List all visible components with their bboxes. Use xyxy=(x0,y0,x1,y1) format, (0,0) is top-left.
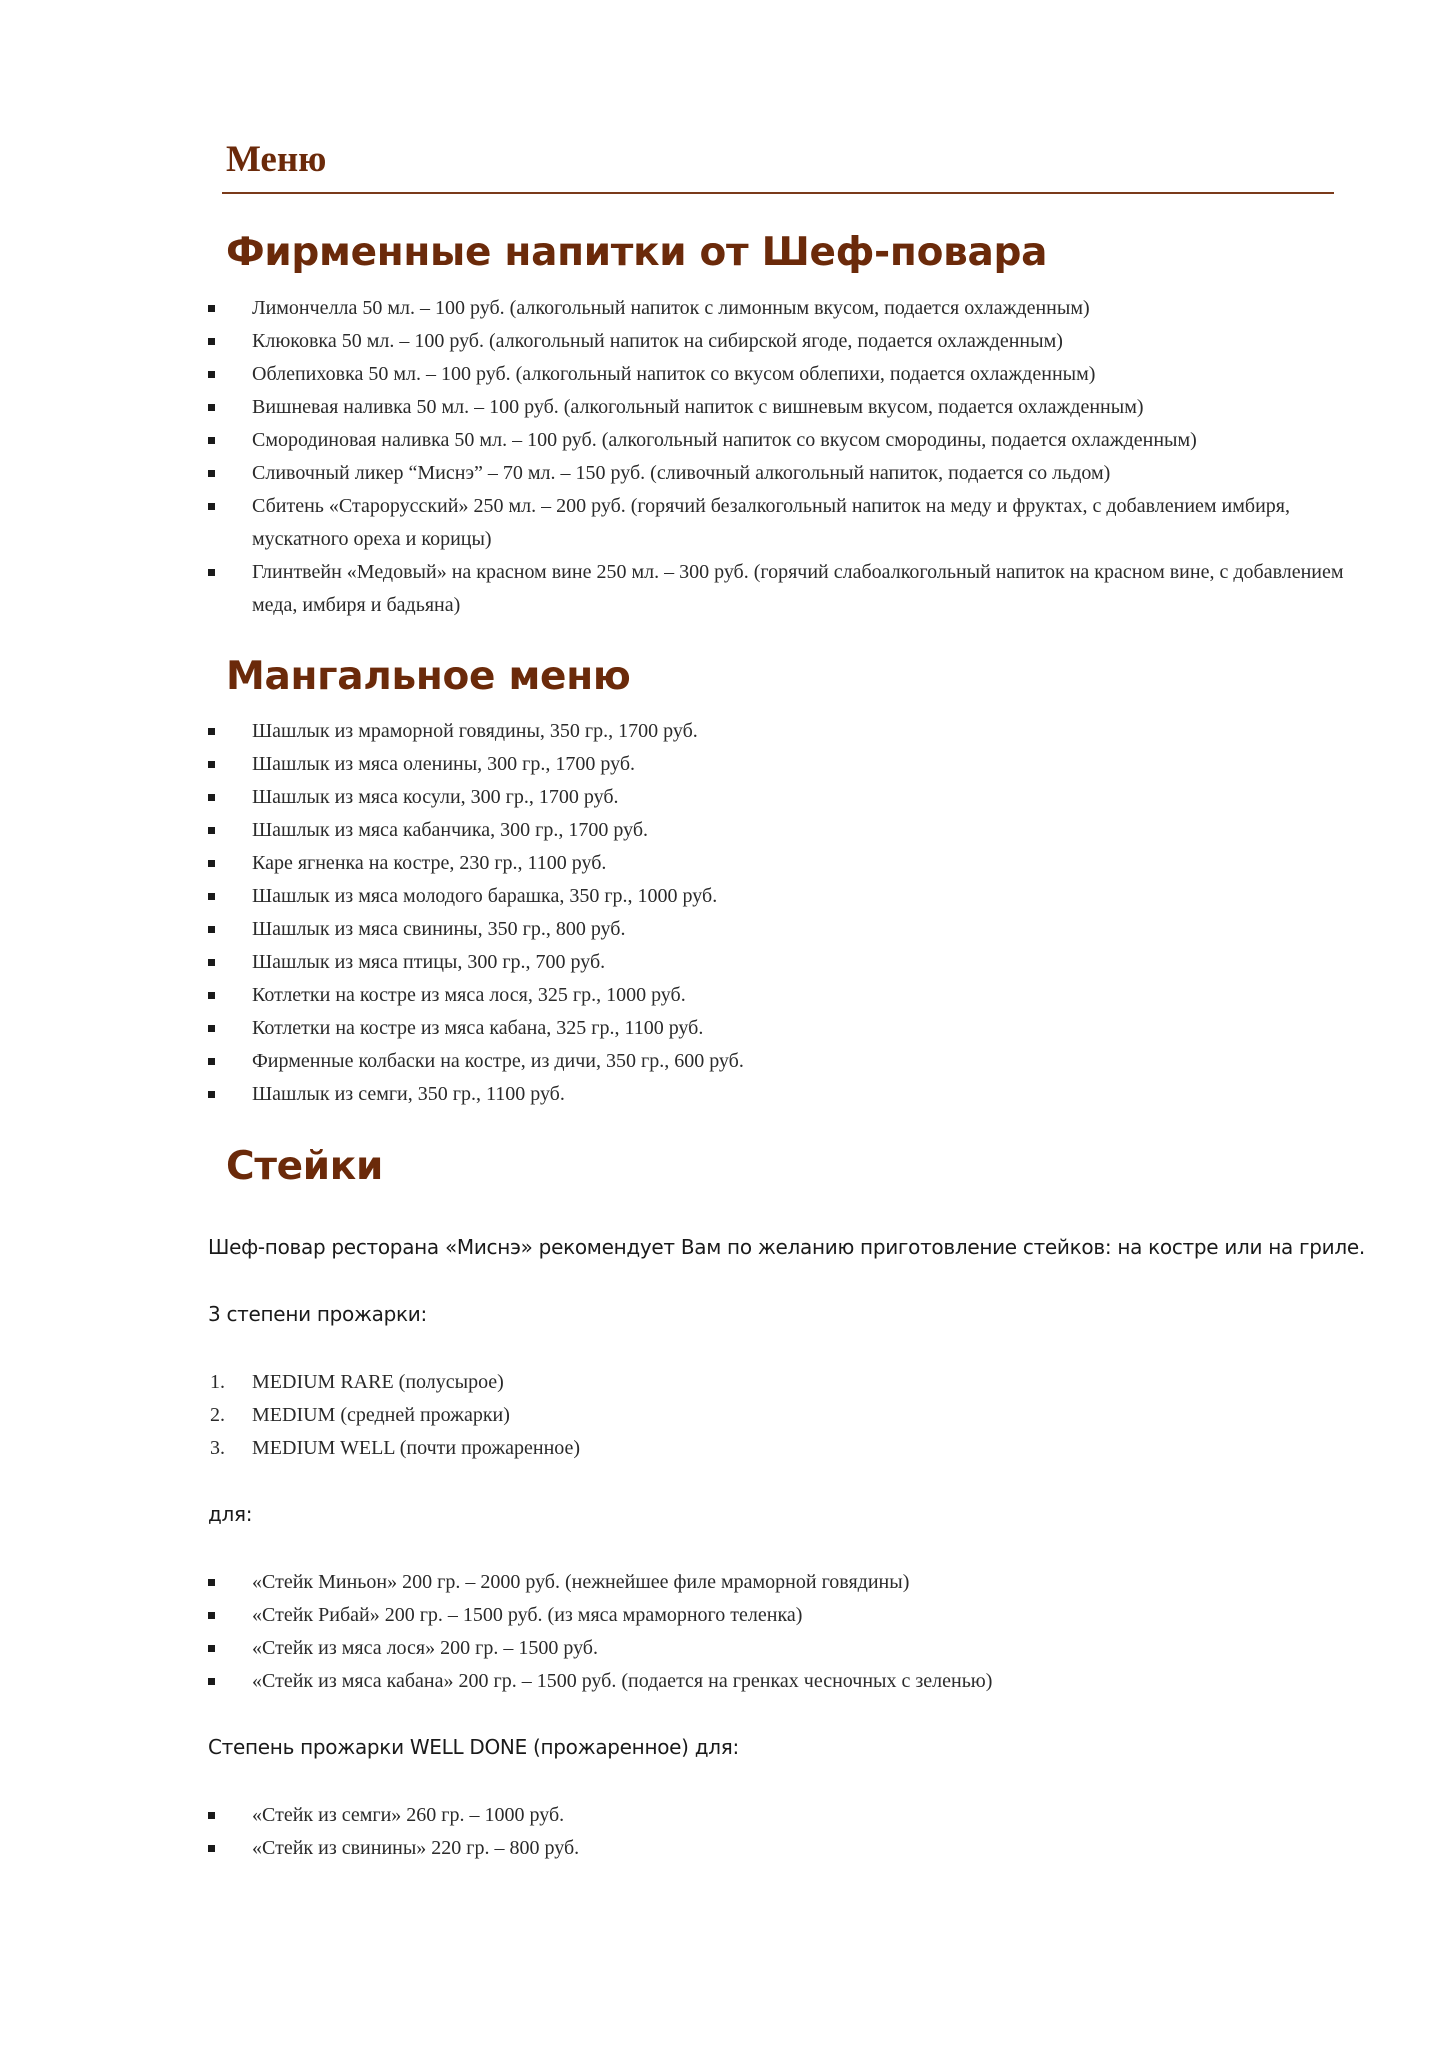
bullet-icon xyxy=(208,728,215,735)
list-item: «Стейк из мяса лося» 200 гр. – 1500 руб. xyxy=(0,1632,1362,1665)
list-item: Котлетки на костре из мяса лося, 325 гр., 1000 руб. xyxy=(0,979,1362,1012)
bullet-icon xyxy=(208,893,215,900)
steaks-intro: Шеф-повар ресторана «Миснэ» рекомендует Вам по желанию приготовление стейков: на костре или на гриле. xyxy=(208,1235,1365,1259)
list-item: Глинтвейн «Медовый» на красном вине 250 мл. – 300 руб. (горячий слабоалкогольный напиток на красном вине, с добавлением меда, имбиря и бадьяна) xyxy=(0,556,1362,622)
list-item: Шашлык из мраморной говядины, 350 гр., 1700 руб. xyxy=(0,715,1362,748)
bullet-icon xyxy=(208,860,215,867)
list-item: «Стейк Миньон» 200 гр. – 2000 руб. (нежнейшее филе мраморной говядины) xyxy=(0,1566,1362,1599)
list-item: «Стейк из свинины» 220 гр. – 800 руб. xyxy=(0,1832,1362,1865)
bullet-icon xyxy=(208,1678,215,1685)
bullet-icon xyxy=(208,1612,215,1619)
list-item: Шашлык из мяса кабанчика, 300 гр., 1700 руб. xyxy=(0,814,1362,847)
list-item: Сбитень «Старорусский» 250 мл. – 200 руб. (горячий безалкогольный напиток на меду и фруктах, с добавлением имбиря, мускатного ореха и корицы) xyxy=(0,490,1362,556)
list-item: «Стейк из семги» 260 гр. – 1000 руб. xyxy=(0,1799,1362,1832)
bullet-icon xyxy=(208,437,215,444)
list-item: Вишневая наливка 50 мл. – 100 руб. (алкогольный напиток с вишневым вкусом, подается охлажденным) xyxy=(0,391,1362,424)
bullet-icon xyxy=(208,827,215,834)
grill-heading: Мангальное меню xyxy=(226,654,631,699)
steaks-list xyxy=(0,1566,1362,1698)
list-item: 2. MEDIUM (средней прожарки) xyxy=(210,1404,510,1426)
bullet-icon xyxy=(208,503,215,510)
bullet-icon xyxy=(208,1091,215,1098)
bullet-icon xyxy=(208,959,215,966)
title-divider xyxy=(222,192,1334,194)
bullet-icon xyxy=(208,1645,215,1652)
page-title: Меню xyxy=(226,139,327,180)
bullet-icon xyxy=(208,404,215,411)
for-label: для: xyxy=(208,1502,253,1526)
list-item: Сливочный ликер “Миснэ” – 70 мл. – 150 руб. (сливочный алкогольный напиток, подается со льдом) xyxy=(0,457,1362,490)
bullet-icon xyxy=(208,569,215,576)
bullet-icon xyxy=(208,1025,215,1032)
bullet-icon xyxy=(208,470,215,477)
list-item: 1. MEDIUM RARE (полусырое) xyxy=(210,1371,504,1393)
steaks-heading: Стейки xyxy=(226,1144,383,1189)
bullet-icon xyxy=(208,992,215,999)
bullet-icon xyxy=(208,761,215,768)
list-item: Шашлык из мяса молодого барашка, 350 гр., 1000 руб. xyxy=(0,880,1362,913)
degrees-label: 3 степени прожарки: xyxy=(208,1302,427,1326)
list-item: Лимончелла 50 мл. – 100 руб. (алкогольный напиток с лимонным вкусом, подается охлажденным) xyxy=(0,292,1362,325)
list-item: Фирменные колбаски на костре, из дичи, 350 гр., 600 руб. xyxy=(0,1045,1362,1078)
drinks-list xyxy=(0,292,1362,622)
list-item: Смородиновая наливка 50 мл. – 100 руб. (алкогольный напиток со вкусом смородины, подается охлажденным) xyxy=(0,424,1362,457)
bullet-icon xyxy=(208,1579,215,1586)
degrees-list xyxy=(0,1366,1362,1465)
list-item: Шашлык из мяса оленины, 300 гр., 1700 руб. xyxy=(0,748,1362,781)
bullet-icon xyxy=(208,794,215,801)
bullet-icon xyxy=(208,371,215,378)
bullet-icon xyxy=(208,1845,215,1852)
list-item: «Стейк из мяса кабана» 200 гр. – 1500 руб. (подается на гренках чесночных с зеленью) xyxy=(0,1665,1362,1698)
well-done-label: Степень прожарки WELL DONE (прожаренное) для: xyxy=(208,1735,739,1759)
drinks-heading: Фирменные напитки от Шеф-повара xyxy=(226,230,1048,275)
bullet-icon xyxy=(208,305,215,312)
list-item: «Стейк Рибай» 200 гр. – 1500 руб. (из мяса мраморного теленка) xyxy=(0,1599,1362,1632)
list-item: Клюковка 50 мл. – 100 руб. (алкогольный напиток на сибирской ягоде, подается охлажденным) xyxy=(0,325,1362,358)
list-item: Котлетки на костре из мяса кабана, 325 гр., 1100 руб. xyxy=(0,1012,1362,1045)
list-item: Шашлык из семги, 350 гр., 1100 руб. xyxy=(0,1078,1362,1111)
list-item: Шашлык из мяса птицы, 300 гр., 700 руб. xyxy=(0,946,1362,979)
list-item: Шашлык из мяса свинины, 350 гр., 800 руб. xyxy=(0,913,1362,946)
bullet-icon xyxy=(208,1812,215,1819)
list-item: Облепиховка 50 мл. – 100 руб. (алкогольный напиток со вкусом облепихи, подается охлажденным) xyxy=(0,358,1362,391)
bullet-icon xyxy=(208,1058,215,1065)
list-item: Шашлык из мяса косули, 300 гр., 1700 руб. xyxy=(0,781,1362,814)
list-item: 3. MEDIUM WELL (почти прожаренное) xyxy=(210,1437,581,1459)
bullet-icon xyxy=(208,926,215,933)
list-item: Каре ягненка на костре, 230 гр., 1100 руб. xyxy=(0,847,1362,880)
well-done-list xyxy=(0,1799,1362,1865)
bullet-icon xyxy=(208,338,215,345)
grill-list xyxy=(0,715,1362,1111)
